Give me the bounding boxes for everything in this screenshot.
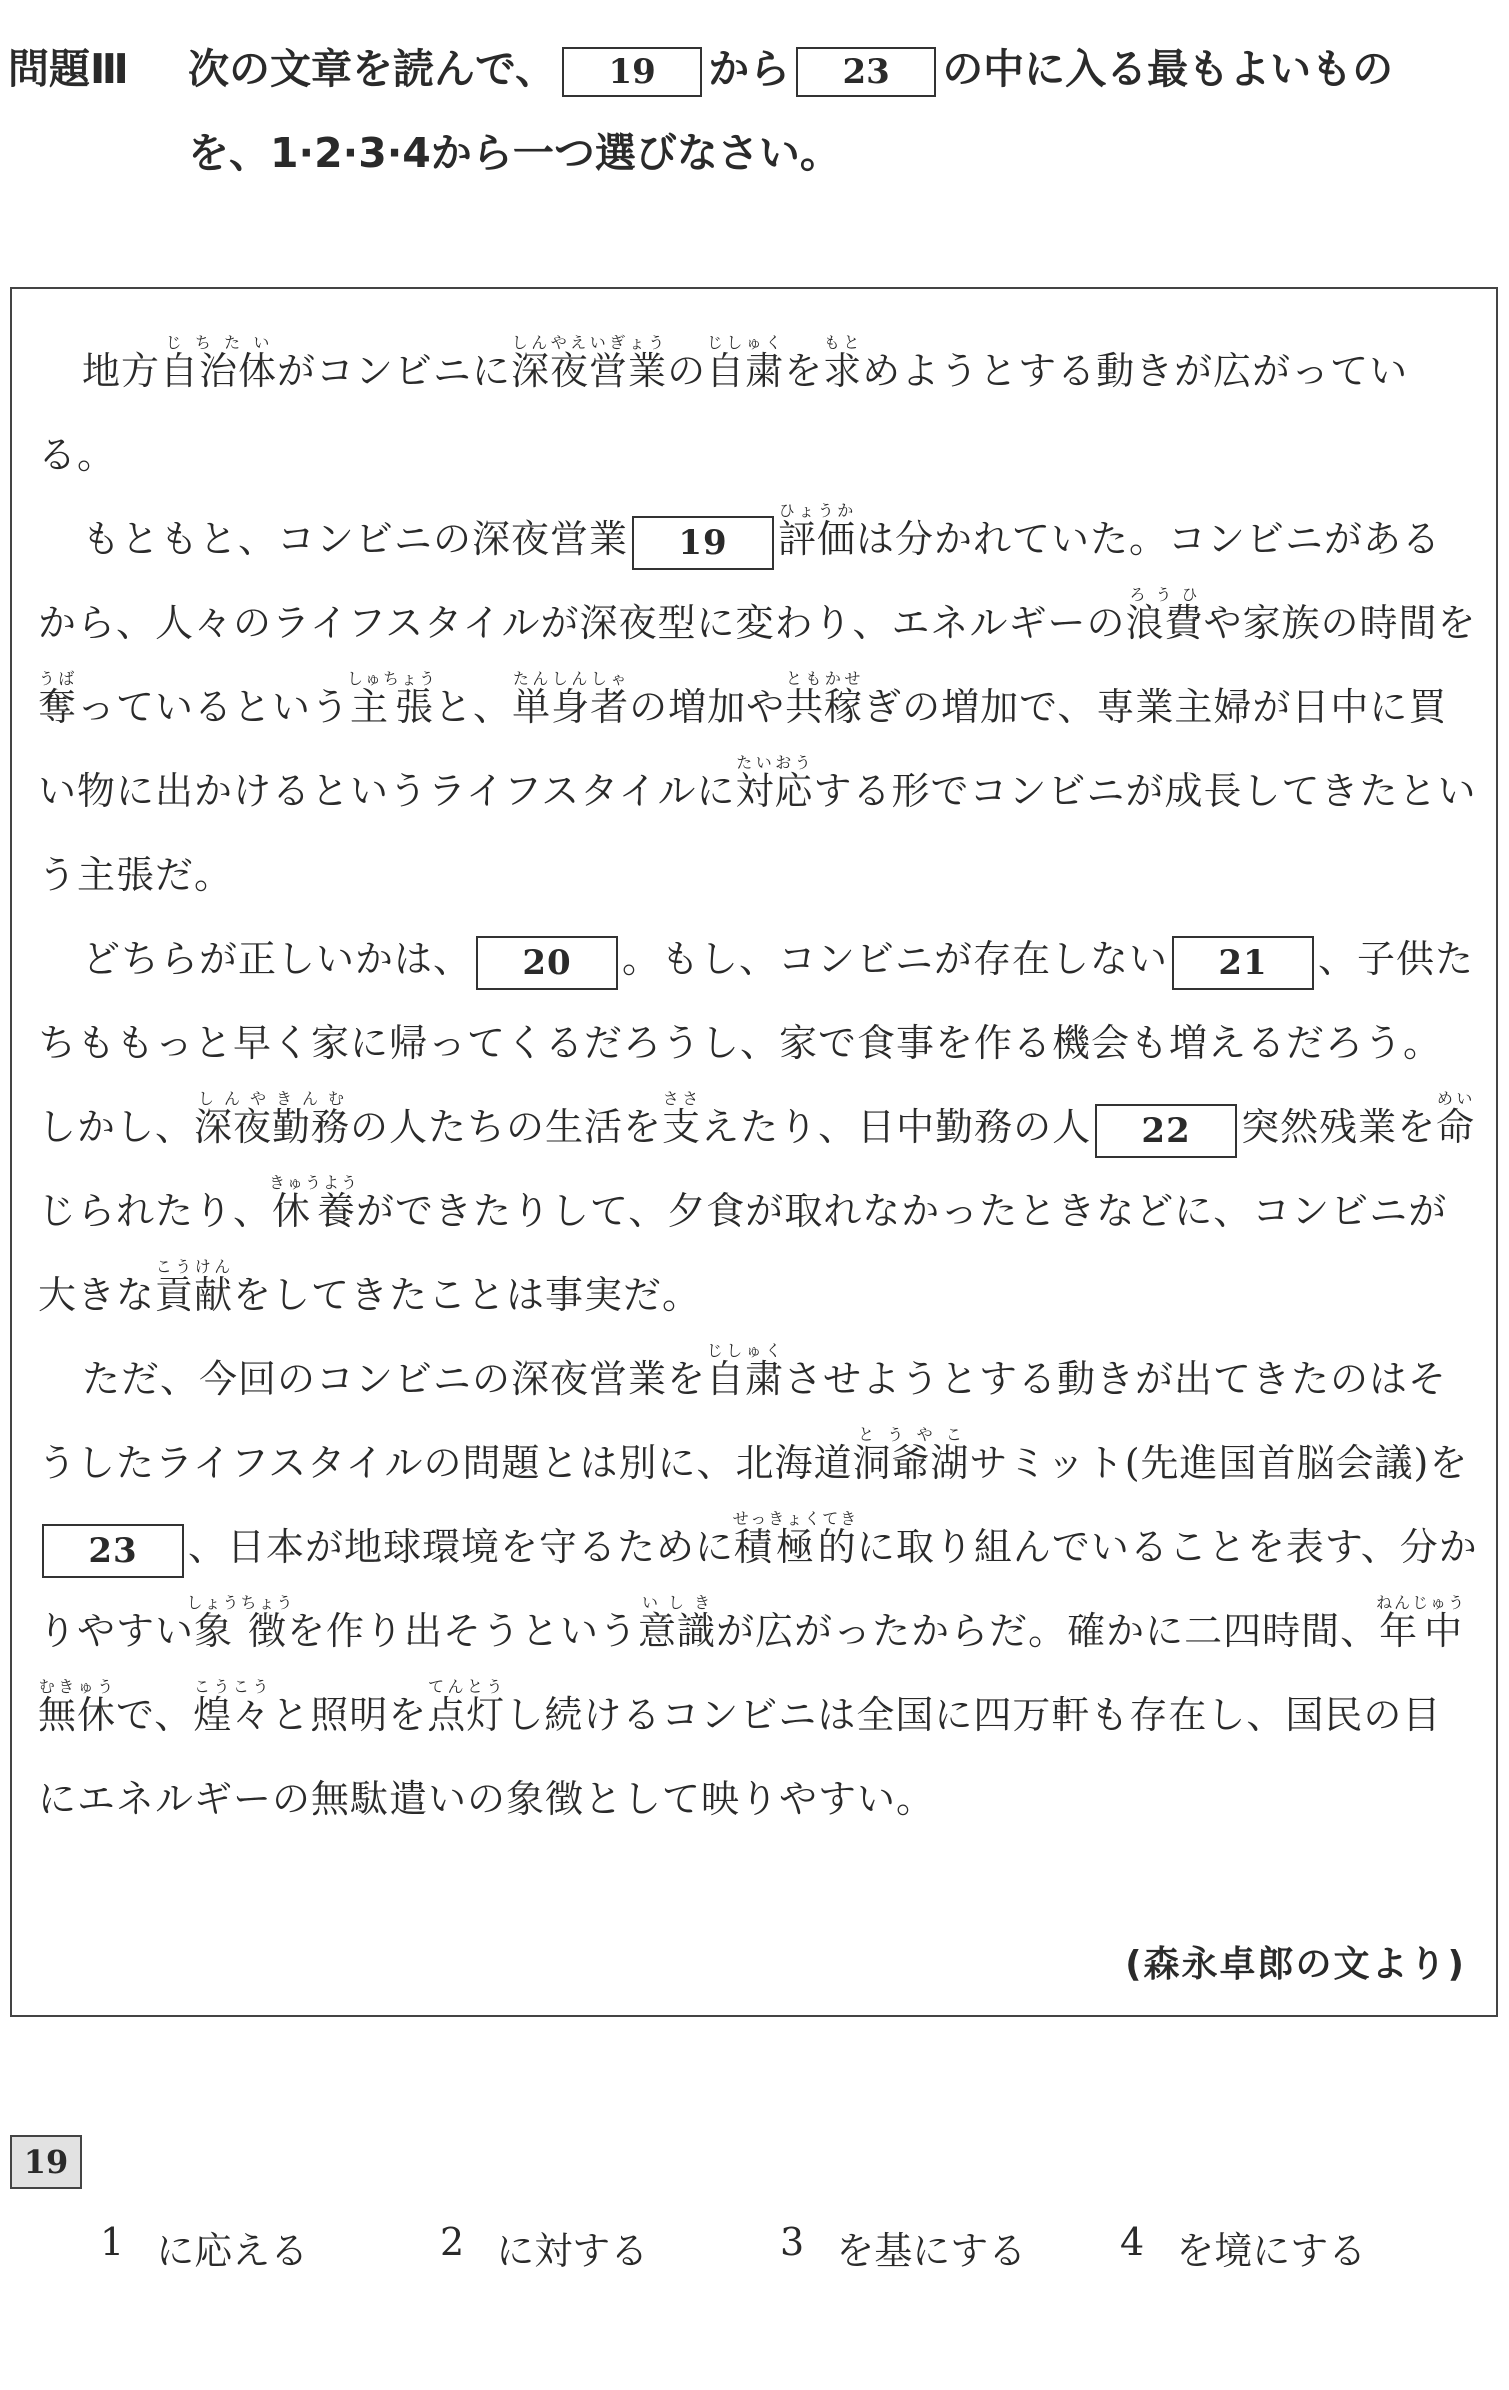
text: 。もし、コンビニが存在しない bbox=[622, 937, 1169, 981]
text: ただ、今回のコンビニの深夜営業を bbox=[82, 1357, 707, 1401]
passage-text bbox=[38, 329, 1478, 1841]
text: させようとする動きが出てきたのはそうしたライフスタイルの問題とは別に、北海道 bbox=[38, 1357, 1448, 1485]
option-2[interactable] bbox=[440, 2220, 780, 2275]
ruby-word: 年中無休ねんじゅうむきゅう bbox=[38, 1593, 1467, 1737]
ruby-word: 奪うば bbox=[38, 669, 78, 729]
option-text: に対する bbox=[496, 2229, 649, 2273]
text: もともと、コンビニの深夜営業 bbox=[82, 517, 629, 561]
text: めようとする動きが広がっている。 bbox=[38, 349, 1409, 477]
text: 、日本が地球環境を守るために bbox=[188, 1525, 735, 1569]
ruby-word: 深夜勤務しんやきんむ bbox=[194, 1089, 351, 1149]
text: がコンビニに bbox=[277, 349, 512, 393]
text: っているという bbox=[77, 685, 351, 729]
ruby-word: 自治体じちたい bbox=[160, 333, 278, 393]
ruby-word: 点灯てんとう bbox=[427, 1677, 506, 1737]
paragraph-1 bbox=[38, 329, 1478, 497]
problem-label: 問題Ⅲ bbox=[8, 45, 129, 93]
question-number-badge: 19 bbox=[10, 2135, 82, 2189]
text: の bbox=[667, 349, 707, 393]
text: と、 bbox=[434, 685, 513, 729]
text: えたり、日中勤務の人 bbox=[701, 1105, 1092, 1149]
option-number: 3 bbox=[780, 2220, 805, 2264]
ruby-word: 意識いしき bbox=[638, 1593, 717, 1653]
text: する形でコンビニが成長してきたという主張だ。 bbox=[38, 769, 1477, 897]
blank-box-from: 19 bbox=[562, 47, 702, 97]
option-text: に応える bbox=[156, 2229, 309, 2273]
text: サミット(先進国首脳会議)を bbox=[969, 1441, 1469, 1485]
ruby-word: 積極的せっきょくてき bbox=[732, 1509, 859, 1569]
text: で、 bbox=[116, 1693, 194, 1737]
instruction-text-b: から bbox=[708, 45, 791, 93]
option-3[interactable] bbox=[780, 2220, 1120, 2275]
instruction-text-a: 次の文章を読んで、 bbox=[188, 45, 557, 93]
ruby-word: 洞爺湖とうやこ bbox=[852, 1425, 970, 1485]
text: を作り出そうという bbox=[287, 1609, 639, 1653]
answer-options bbox=[100, 2220, 1480, 2275]
text: 、子供たちももっと早く家に帰ってくるだろうし、家で食事を作る機会も増えるだろう。しかし、 bbox=[38, 937, 1475, 1149]
blank-box-22: 22 bbox=[1095, 1104, 1237, 1158]
text: 突然残業を bbox=[1241, 1105, 1437, 1149]
paragraph-4 bbox=[38, 1337, 1478, 1841]
paragraph-3 bbox=[38, 917, 1478, 1337]
question-heading bbox=[8, 38, 1498, 184]
ruby-word: 単身者たんしんしゃ bbox=[512, 669, 630, 729]
ruby-word: 浪費ろうひ bbox=[1125, 585, 1204, 645]
option-4[interactable] bbox=[1120, 2220, 1366, 2275]
blank-box-20: 20 bbox=[476, 936, 618, 990]
ruby-word: 命めい bbox=[1436, 1089, 1476, 1149]
ruby-word: 主張しゅちょう bbox=[347, 669, 438, 729]
blank-box-21: 21 bbox=[1172, 936, 1314, 990]
passage-frame bbox=[10, 287, 1498, 2017]
text: ができたりして、夕食が取れなかったときなどに、コンビニが大きな bbox=[38, 1189, 1448, 1317]
ruby-word: 煌々こうこう bbox=[193, 1677, 272, 1737]
ruby-word: 共稼ともかせ bbox=[785, 669, 864, 729]
ruby-word: 支ささ bbox=[662, 1089, 702, 1149]
ruby-word: 深夜営業しんやえいぎょう bbox=[511, 333, 668, 393]
text: をしてきたことは事実だ。 bbox=[233, 1273, 702, 1317]
text: は分かれていた。コンビニがあるから、人々のライフスタイルが深夜型に変わり、エネルギーの bbox=[38, 517, 1442, 645]
text: に取り組んでいることを表す、分かりやすい bbox=[38, 1525, 1478, 1653]
ruby-word: 評価ひょうか bbox=[778, 501, 857, 561]
text: じられたり、 bbox=[38, 1189, 273, 1233]
passage-source: (森永卓郎の文より) bbox=[1125, 1944, 1466, 1985]
instruction-text-c: の中に入る最もよいもの bbox=[942, 45, 1394, 93]
option-text: を境にする bbox=[1176, 2229, 1367, 2273]
text: と照明を bbox=[271, 1693, 428, 1737]
blank-box-23: 23 bbox=[42, 1524, 184, 1578]
text: の人たちの生活を bbox=[350, 1105, 663, 1149]
ruby-word: 象徴しょうちょう bbox=[186, 1593, 295, 1653]
ruby-word: 自粛じしゅく bbox=[706, 333, 785, 393]
option-1[interactable] bbox=[100, 2220, 440, 2275]
blank-box-to: 23 bbox=[796, 47, 936, 97]
ruby-word: 貢献こうけん bbox=[155, 1257, 234, 1317]
text: を bbox=[784, 349, 824, 393]
option-number: 4 bbox=[1120, 2220, 1145, 2264]
text: が広がったからだ。確かに二四時間、 bbox=[716, 1609, 1380, 1653]
paragraph-2 bbox=[38, 497, 1478, 917]
option-number: 1 bbox=[100, 2220, 125, 2264]
text: や家族の時間を bbox=[1203, 601, 1477, 645]
option-text: を基にする bbox=[836, 2229, 1027, 2273]
text: し続けるコンビニは全国に四万軒も存在し、国民の目にエネルギーの無駄遣いの象徴として映りやすい。 bbox=[38, 1693, 1442, 1821]
ruby-word: 自粛じしゅく bbox=[706, 1341, 785, 1401]
text: の増加や bbox=[629, 685, 786, 729]
option-number: 2 bbox=[440, 2220, 465, 2264]
text: ぎの増加で、専業主婦が日中に買い物に出かけるというライフスタイルに bbox=[38, 685, 1448, 813]
text: 地方 bbox=[82, 349, 161, 393]
text: どちらが正しいかは、 bbox=[82, 937, 473, 981]
ruby-word: 求もと bbox=[823, 333, 863, 393]
instruction-line-2: を、1·2·3·4から一つ選びなさい。 bbox=[188, 129, 841, 177]
ruby-word: 休養きゅうよう bbox=[269, 1173, 360, 1233]
blank-box-19: 19 bbox=[632, 516, 774, 570]
ruby-word: 対応たいおう bbox=[735, 753, 814, 813]
